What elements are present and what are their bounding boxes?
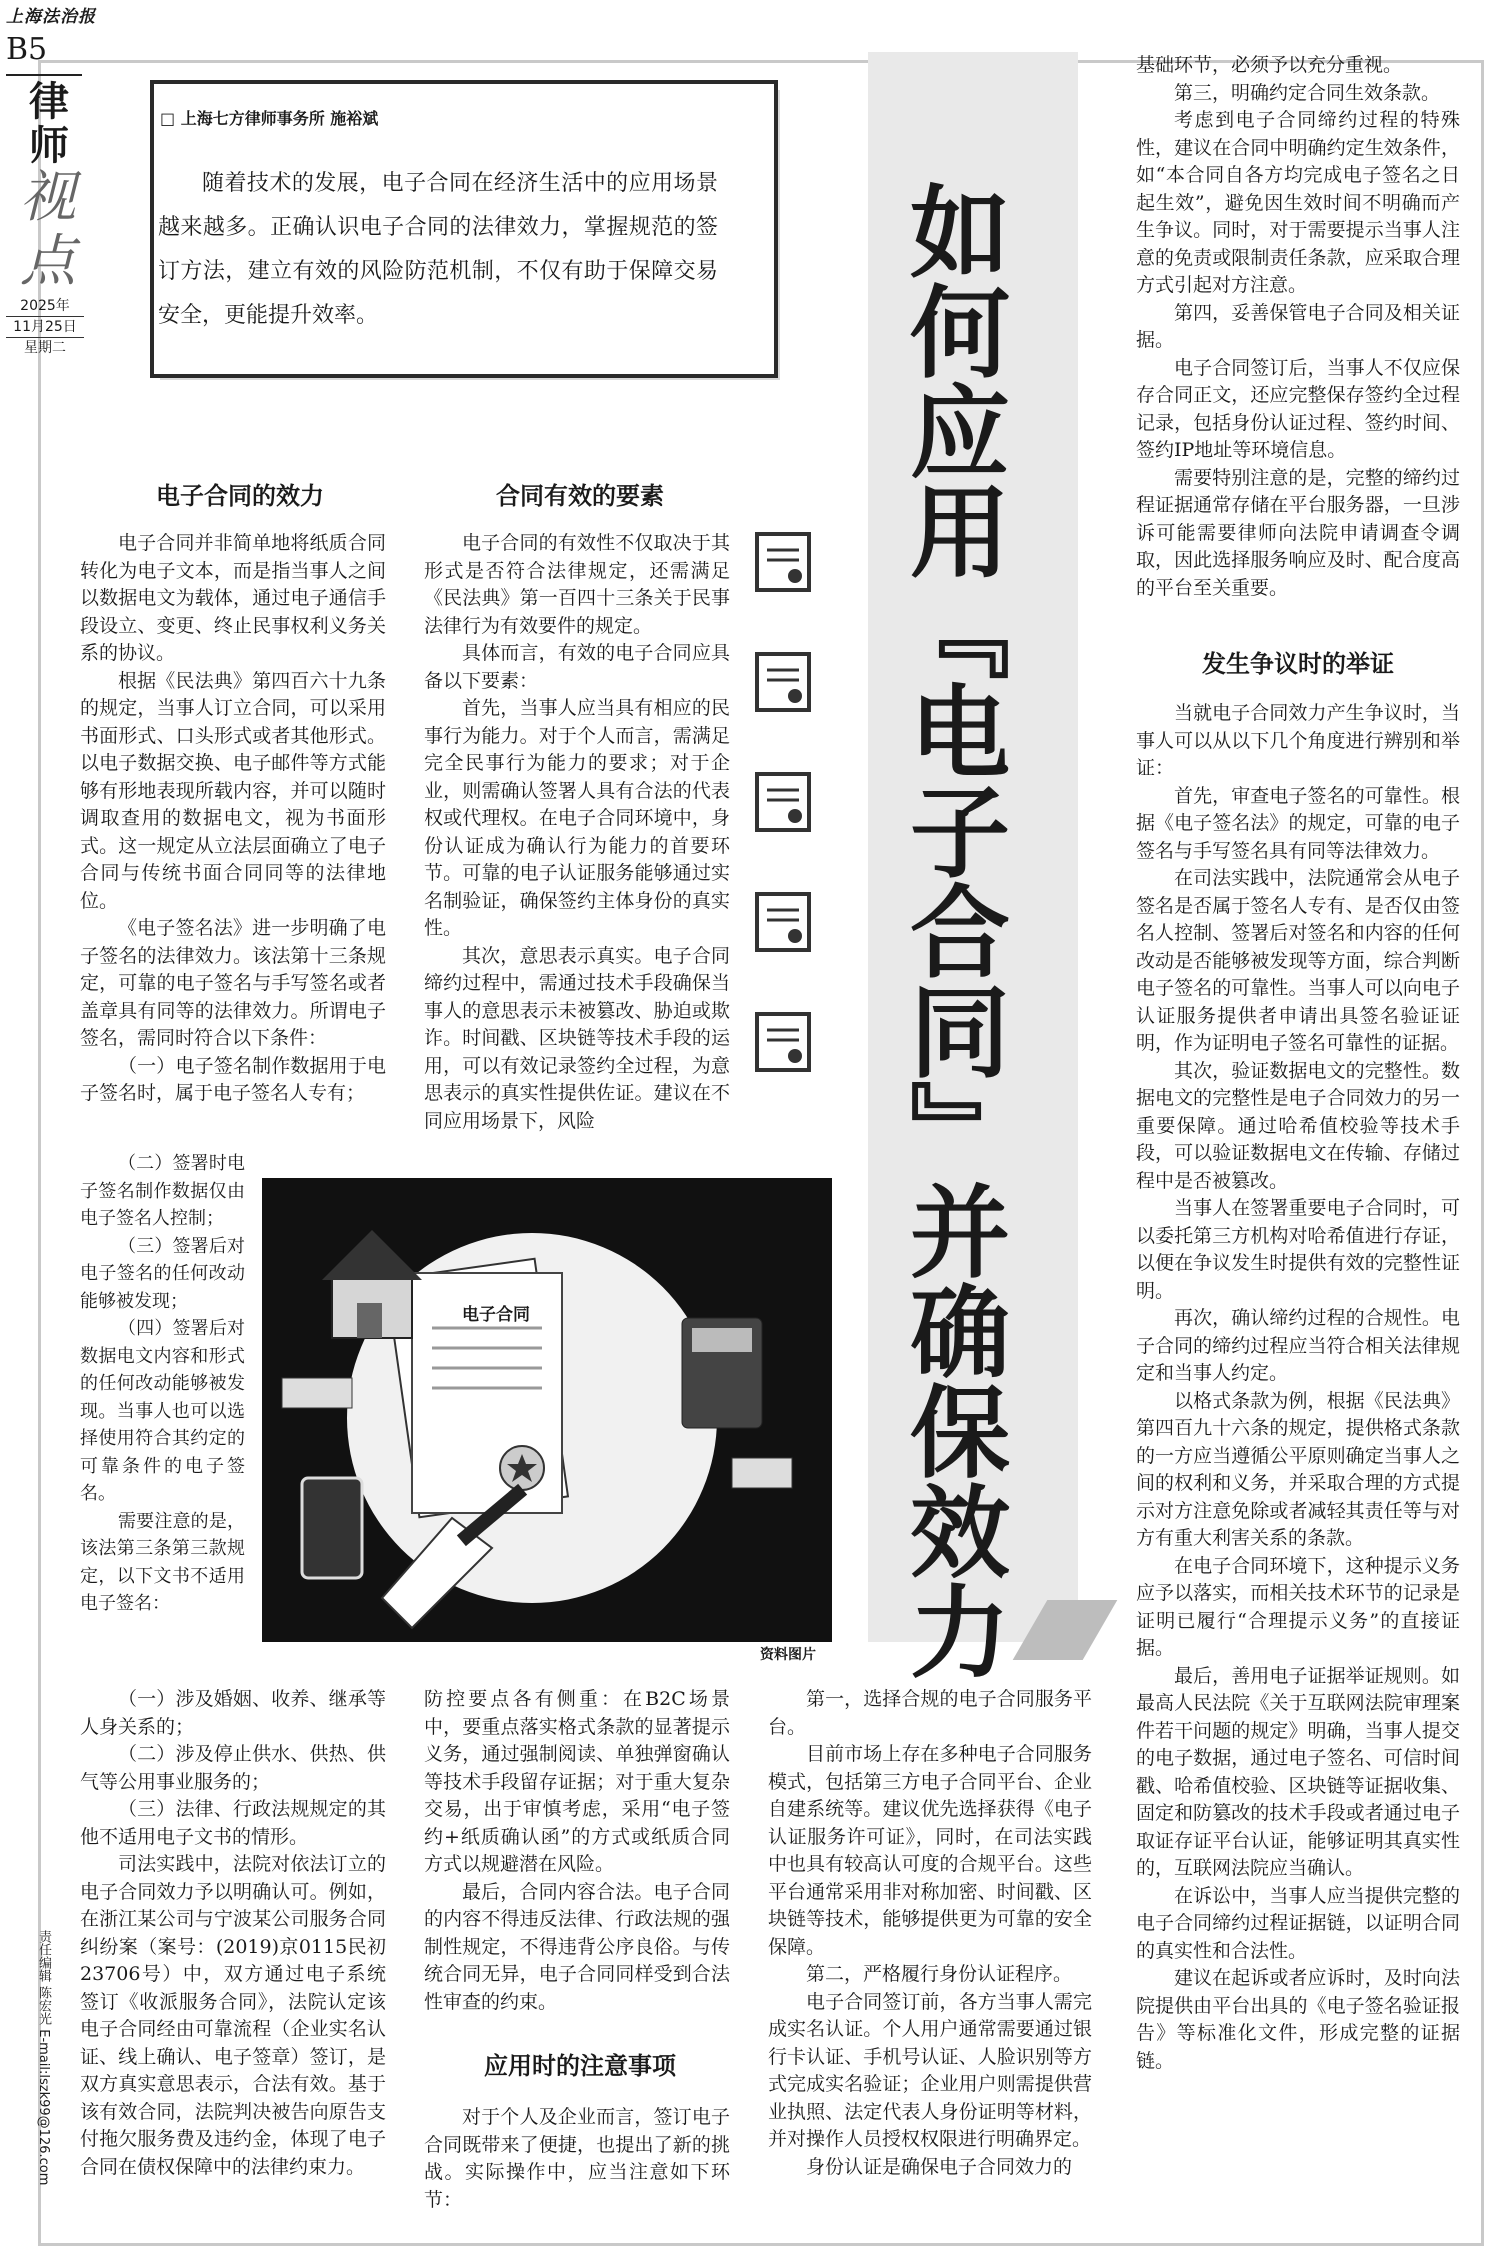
paragraph: 第一，选择合规的电子合同服务平台。 <box>768 1688 1092 1738</box>
contract-icon <box>745 880 825 960</box>
image-caption: 资料图片 <box>760 1647 816 1663</box>
paragraph: 再次，确认缔约过程的合规性。电子合同的缔约过程应当符合相关法律规定和当事人约定。 <box>1136 1307 1460 1384</box>
paragraph: 当就电子合同效力产生争议时，当事人可以从以下几个角度进行辨别和举证： <box>1136 702 1460 779</box>
page-code-rule <box>6 74 82 76</box>
paragraph: 最后，善用电子证据举证规则。如最高人民法院《关于互联网法院审理案件若干问题的规定》明确，当事人提交的电子数据，通过电子签名、可信时间戳、哈希值校验、区块链等证据收集、固定和防篡改的技术手段或者通过电子取证存证平台认证，能够证明其真实性的，互联网法院应当确认。 <box>1136 1664 1460 1879</box>
paragraph: 在司法实践中，法院通常会从电子签名是否属于签名人专有、是否仅由签名人控制、签署后对签名和内容的任何改动是否能够被发现等方面，综合判断电子签名的可靠性。当事人可以向电子认证服务提供者申请出具签名验证证明，作为证明电子签名可靠性的证据。 <box>1136 867 1460 1054</box>
paragraph: 需要注意的是，该法第三条第三款规定，以下文书不适用电子签名： <box>80 1510 245 1614</box>
paragraph: （三）签署后对电子签名的任何改动能够被发现； <box>80 1235 245 1312</box>
column-name-top: 律师 <box>29 79 69 169</box>
paragraph: 最后，合同内容合法。电子合同的内容不得违反法律、行政法规的强制性规定，不得违背公序良俗。与传统合同无异，电子合同同样受到合法性审查的约束。 <box>424 1880 730 2013</box>
paragraph: 第四，妥善保管电子合同及相关证据。 <box>1136 301 1460 351</box>
issue-day: 11月25日 <box>6 316 84 338</box>
paragraph: 司法实践中，法院对依法订立的电子合同效力予以明确认可。例如，在浙江某公司与宁波某公司服务合同纠纷案（案号：(2019)京0115民初23706号）中，双方通过电子系统签订《收派服务合同》，法院认定该电子合同经由可靠流程（企业实名认证、线上确认、电子签章）签订，是双方真实意思表示，合法有效。基于该有效合同，法院判决被告向原告支付拖欠服务费及违约金，体现了电子合同在债权保障中的法律约束力。 <box>80 1853 386 2178</box>
paragraph: 电子合同签订前，各方当事人需完成实名认证。个人用户通常需要通过银行卡认证、手机号认证、人脸识别等方式完成实名验证；企业用户则需提供营业执照、法定代表人身份证明等材料，并对操作人员授权权限进行明确界定。 <box>768 1990 1092 2150</box>
paragraph: 第二，严格履行身份认证程序。 <box>806 1963 1073 1985</box>
illustration-label: 电子合同 <box>462 1305 530 1325</box>
paragraph: 首先，审查电子签名的可靠性。根据《电子签名法》的规定，可靠的电子签名与手写签名具有同等法律效力。 <box>1136 784 1460 862</box>
issue-year: 2025年 <box>20 298 70 314</box>
contract-icon <box>745 520 825 600</box>
section-notes-body <box>424 2104 730 2214</box>
masthead: 上海法治报 <box>6 7 96 27</box>
section-validity-narrow <box>80 1150 245 1618</box>
contract-icon <box>745 760 825 840</box>
illustration-graphic <box>262 1178 832 1642</box>
paragraph: 建议在起诉或者应诉时，及时向法院提供由平台出具的《电子签名验证报告》等标准化文件，形成完整的证据链。 <box>1136 1967 1460 2072</box>
section-notes-continued <box>768 1686 1092 2181</box>
column-name-bottom: 视点 <box>20 165 76 294</box>
issue-date <box>6 296 84 358</box>
contract-icon <box>745 1000 825 1080</box>
paragraph: 根据《民法典》第四百六十九条的规定，当事人订立合同，可以采用书面形式、口头形式或者其他形式。以电子数据交换、电子邮件等方式能够有形地表现所载内容，并可以随时调取查用的数据电文，视为书面形式。这一规定从立法层面确立了电子合同与传统书面合同同等的法律地位。 <box>80 669 386 912</box>
contract-icon <box>745 640 825 720</box>
section-heading-validity: 电子合同的效力 <box>156 482 324 510</box>
paragraph: 在电子合同环境下，这种提示义务应予以落实，而相关技术环节的记录是证明已履行“合理提示义务”的直接证据。 <box>1136 1554 1460 1659</box>
paragraph: （四）签署后对数据电文内容和形式的任何改动能够被发现。当事人也可以选择使用符合其约定的可靠条件的电子签名。 <box>80 1318 245 1504</box>
paragraph: 首先，当事人应当具有相应的民事行为能力。对于个人而言，需满足完全民事行为能力的要求；对于企业，则需确认签署人具有合法的代表权或代理权。在电子合同环境中，身份认证成为确认行为能力的首要环节。可靠的电子认证服务能够通过实名制验证，确保签约主体身份的真实性。 <box>424 697 730 939</box>
byline: □ 上海七方律师事务所 施裕斌 <box>160 109 379 128</box>
paragraph: 电子合同的有效性不仅取决于其形式是否符合法律规定，还需满足《民法典》第一百四十三条关于民事法律行为有效要件的规定。 <box>424 532 730 637</box>
section-heading-dispute: 发生争议时的举证 <box>1202 650 1394 678</box>
right-column-top <box>1136 52 1460 602</box>
paragraph: 考虑到电子合同缔约过程的特殊性，建议在合同中明确约定生效条件，如“本合同自各方均完成电子签名之日起生效”，避免因生效时间不明确而产生争议。同时，对于需要提示当事人注意的免责或限制责任条款，应采取合理方式引起对方注意。 <box>1136 109 1460 296</box>
section-validity-body <box>80 530 386 1108</box>
paragraph: 具体而言，有效的电子合同应具备以下要素： <box>424 642 730 692</box>
paragraph: 电子合同并非简单地将纸质合同转化为电子文本，而是指当事人之间以数据电文为载体，通过电子通信手段设立、变更、终止民事权利义务关系的协议。 <box>80 532 386 664</box>
section-heading-elements: 合同有效的要素 <box>496 482 664 510</box>
paragraph: 需要特别注意的是，完整的缔约过程证据通常存储在平台服务器，一旦涉诉可能需要律师向法院申请调查令调取，因此选择服务响应及时、配合度高的平台至关重要。 <box>1136 466 1460 599</box>
paragraph: 防控要点各有侧重：在B2C场景中，要重点落实格式条款的显著提示义务，通过强制阅读、单独弹窗确认等技术手段留存证据；对于重大复杂交易，出于审慎考虑，采用“电子签约+纸质确认函”的方式或纸质合同方式以规避潜在风险。 <box>424 1688 730 1875</box>
section-elements-body <box>424 530 730 1135</box>
paragraph: （一）电子签名制作数据用于电子签名时，属于电子签名人专有； <box>80 1054 386 1104</box>
paragraph: 其次，意思表示真实。电子合同缔约过程中，需通过技术手段确保当事人的意思表示未被篡改、胁迫或欺诈。时间戳、区块链等技术手段的运用，可以有效记录签约全过程，为意思表示的真实性提供佐证。建议在不同应用场景下，风险 <box>424 944 730 1132</box>
paragraph: 电子合同签订后，当事人不仅应保存合同正文，还应完整保存签约全过程记录，包括身份认证过程、签约时间、签约IP地址等环境信息。 <box>1136 356 1460 461</box>
paragraph: 当事人在签署重要电子合同时，可以委托第三方机构对哈希值进行存证，以便在争议发生时提供有效的完整性证明。 <box>1136 1197 1460 1302</box>
paragraph: 以格式条款为例，根据《民法典》第四百九十六条的规定，提供格式条款的一方应当遵循公平原则确定当事人之间的权利和义务，并采取合理的方式提示对方注意免除或者减轻其责任等与对方有重大利害关系的条款。 <box>1136 1389 1460 1549</box>
paragraph: 《电子签名法》进一步明确了电子签名的法律效力。该法第十三条规定，可靠的电子签名与手写签名或者盖章具有同等的法律效力。所谓电子签名，需同时符合以下条件： <box>80 917 386 1049</box>
paragraph: 身份认证是确保电子合同效力的 <box>806 2155 1073 2178</box>
paragraph: （一）涉及婚姻、收养、继承等人身关系的； <box>80 1688 386 1738</box>
paragraph: 目前市场上存在多种电子合同服务模式，包括第三方电子合同平台、企业自建系统等。建议优先选择获得《电子认证服务许可证》，同时，在司法实践中也具有较高认可度的合规平台。这些平台通常采用非对称加密、时间戳、区块链等技术，能够提供更为可靠的安全保障。 <box>768 1743 1092 1958</box>
paragraph: 其次，验证数据电文的完整性。数据电文的完整性是电子合同效力的另一重要保障。通过哈希值校验等技术手段，可以验证数据电文在传输、存储过程中是否被篡改。 <box>1136 1059 1460 1192</box>
lead-paragraph: 随着技术的发展，电子合同在经济生活中的应用场景越来越多。正确认识电子合同的法律效力，掌握规范的签订方法，建立有效的风险防范机制，不仅有助于保障交易安全，更能提升效率。 <box>158 171 718 328</box>
page-code: B5 <box>6 32 48 67</box>
paragraph: （二）涉及停止供水、供热、供气等公用事业服务的； <box>80 1743 386 1793</box>
section-validity-continued <box>80 1686 386 2181</box>
paragraph: （三）法律、行政法规规定的其他不适用电子文书的情形。 <box>80 1798 386 1848</box>
section-heading-notes: 应用时的注意事项 <box>484 2052 676 2080</box>
paragraph: 第三，明确约定合同生效条款。 <box>1174 81 1441 104</box>
section-dispute-body <box>1136 700 1460 2075</box>
issue-weekday: 星期二 <box>24 340 66 356</box>
paragraph: 基础环节，必须予以充分重视。 <box>1136 54 1403 76</box>
paragraph: 对于个人及企业而言，签订电子合同既带来了便捷，也提出了新的挑战。实际操作中，应当注意如下环节： <box>424 2106 730 2211</box>
illustration <box>262 1178 832 1642</box>
editor-line: 责任编辑 陈宏光 E-mail:lszk99@126.com <box>36 1930 51 2186</box>
headline: 如何应用『电子合同』并确保效力 <box>893 180 1011 1680</box>
section-elements-continued <box>424 1686 730 2016</box>
paragraph: （二）签署时电子签名制作数据仅由电子签名人控制； <box>80 1153 245 1229</box>
paragraph: 在诉讼中，当事人应当提供完整的电子合同缔约过程证据链，以证明合同的真实性和合法性。 <box>1136 1884 1460 1962</box>
